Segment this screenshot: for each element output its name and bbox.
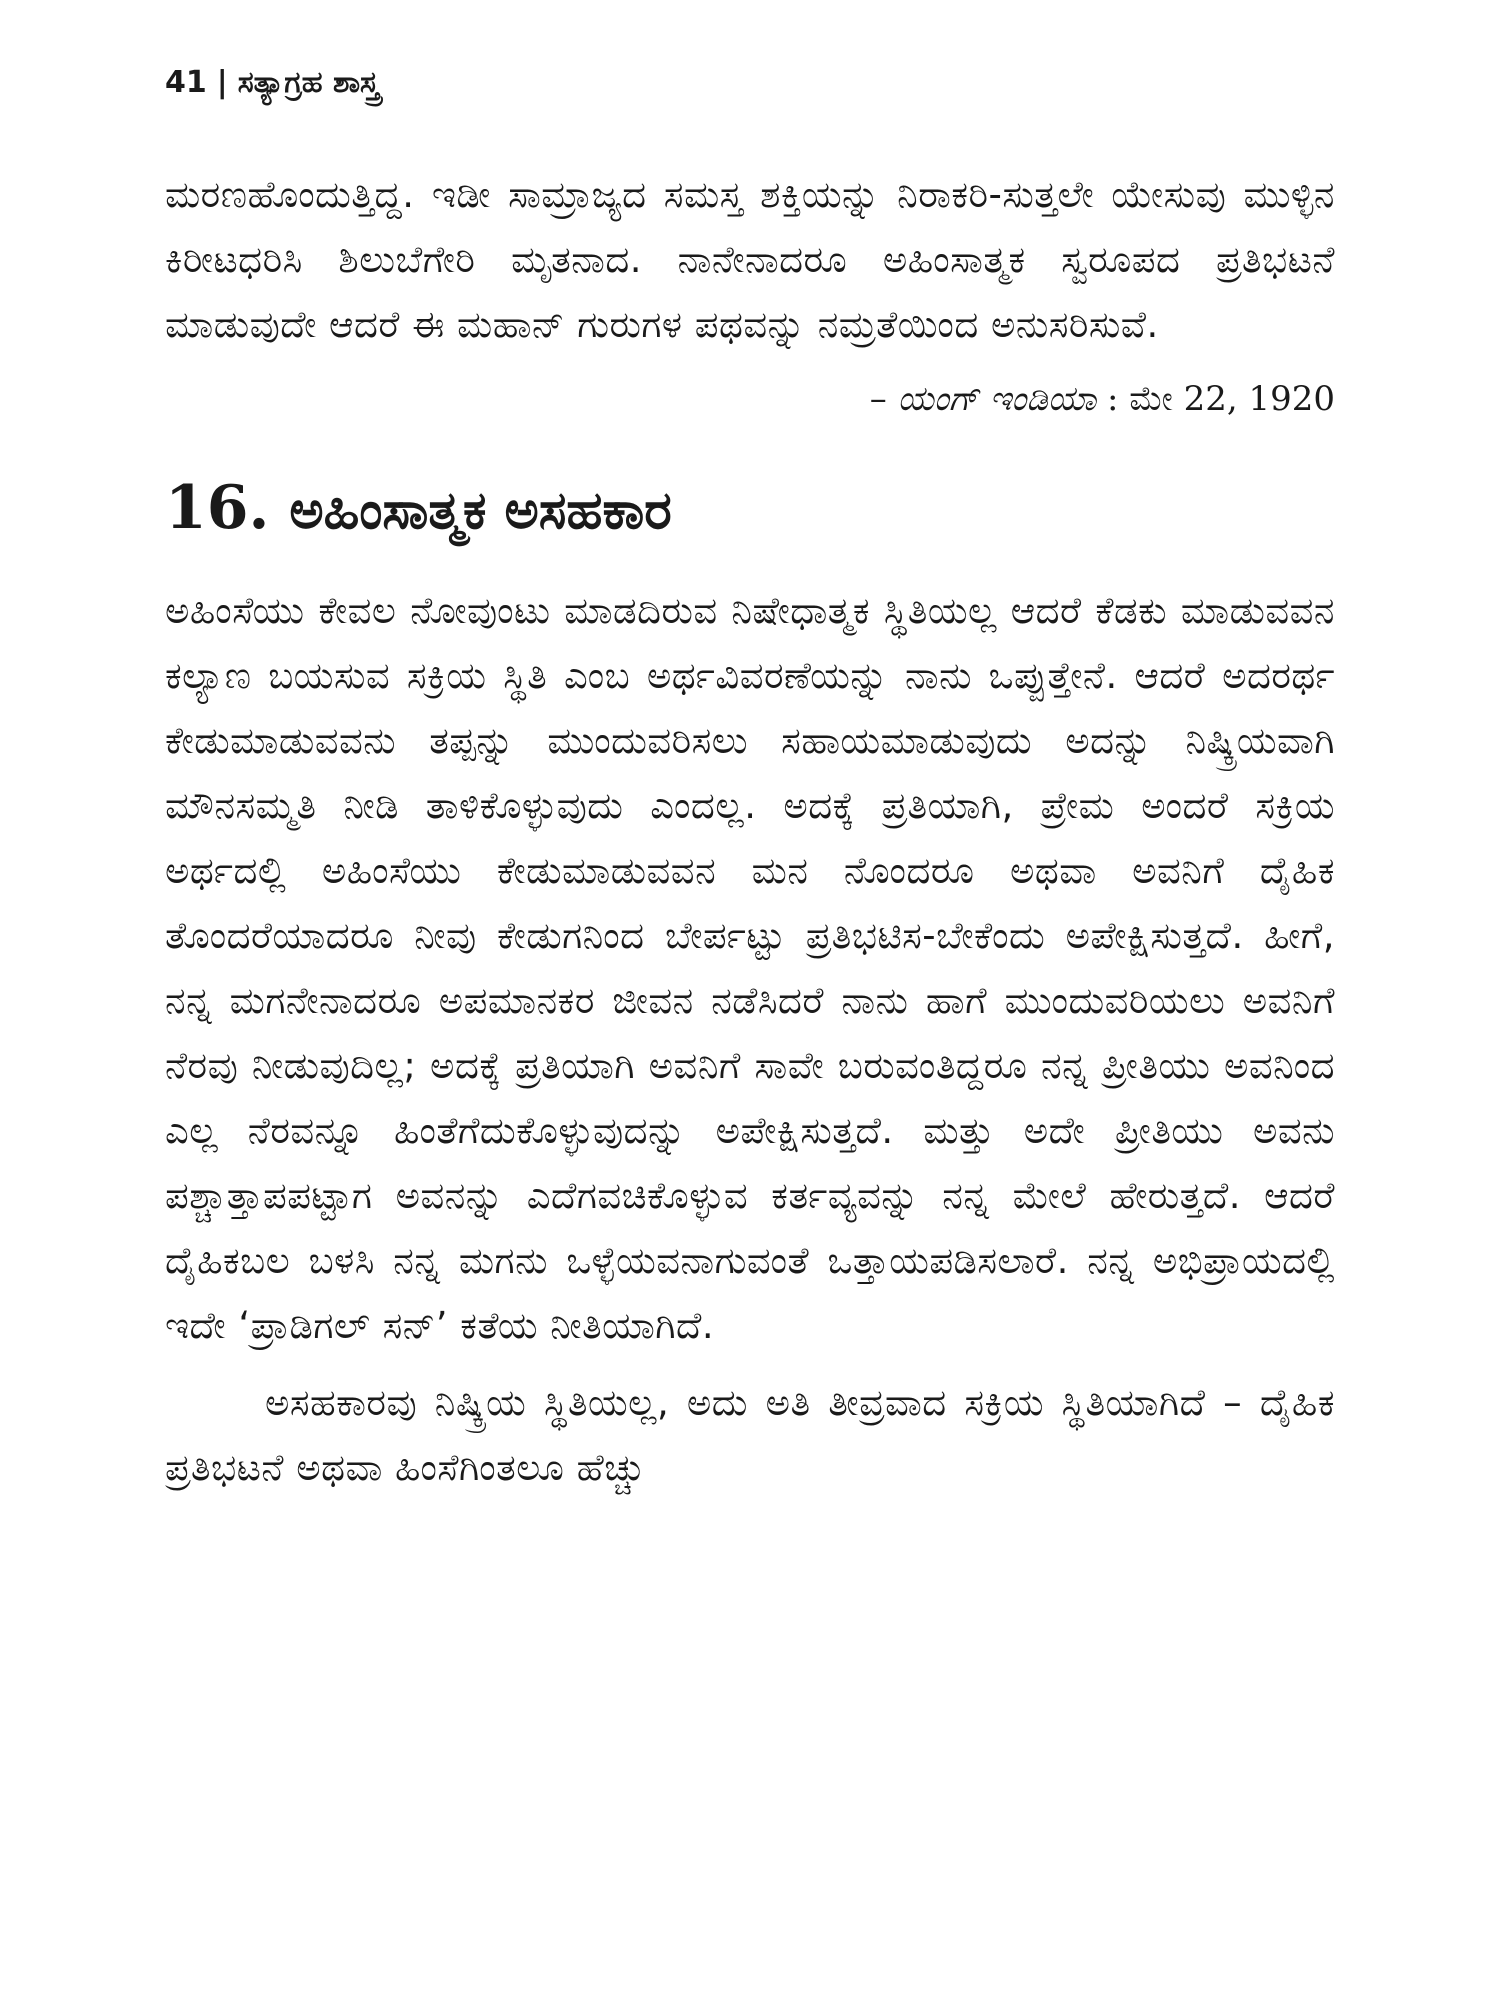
citation-date: : ಮೇ 22, 1920 <box>1107 379 1335 419</box>
paragraph-2: ಅಹಿಂಸೆಯು ಕೇವಲ ನೋವುಂಟು ಮಾಡದಿರುವ ನಿಷೇಧಾತ್ಮಕ ಸ್ಥಿತಿಯಲ್ಲ ಆದರೆ ಕೆಡಕು ಮಾಡುವವನ ಕಲ್ಯಾಣ ಬಯಸುವ ಸಕ್ರಿಯ ಸ್ಥಿತಿ ಎಂಬ ಅರ್ಥವಿವರಣೆಯನ್ನು ನಾನು ಒಪ್ಪುತ್ತೇನೆ. ಆದರೆ ಅದರರ್ಥ ಕೇಡುಮಾಡುವವನು ತಪ್ಪನ್ನು ಮುಂದುವರಿಸಲು ಸಹಾಯಮಾಡುವುದು ಅದನ್ನು ನಿಷ್ಕ್ರಿಯವಾಗಿ ಮೌನಸಮ್ಮತಿ ನೀಡಿ ತಾಳಿಕೊಳ್ಳುವುದು ಎಂದಲ್ಲ. ಅದಕ್ಕೆ ಪ್ರತಿಯಾಗಿ, ಪ್ರೇಮ ಅಂದರೆ ಸಕ್ರಿಯ ಅರ್ಥದಲ್ಲಿ ಅಹಿಂಸೆಯು ಕೇಡುಮಾಡುವವನ ಮನ ನೊಂದರೂ ಅಥವಾ ಅವನಿಗೆ ದೈಹಿಕ ತೊಂದರೆಯಾದರೂ ನೀವು ಕೇಡುಗನಿಂದ ಬೇರ್ಪಟ್ಟು ಪ್ರತಿಭಟಿಸ-ಬೇಕೆಂದು ಅಪೇಕ್ಷಿಸುತ್ತದೆ. ಹೀಗೆ, ನನ್ನ ಮಗನೇನಾದರೂ ಅಪಮಾನಕರ ಜೀವನ ನಡೆಸಿದರೆ ನಾನು ಹಾಗೆ ಮುಂದುವರಿಯಲು ಅವನಿಗೆ ನೆರವು ನೀಡುವುದಿಲ್ಲ; ಅದಕ್ಕೆ ಪ್ರತಿಯಾಗಿ ಅವನಿಗೆ ಸಾವೇ ಬರುವಂತಿದ್ದರೂ ನನ್ನ ಪ್ರೀತಿಯು ಅವನಿಂದ ಎಲ್ಲ ನೆರವನ್ನೂ ಹಿಂತೆಗೆದುಕೊಳ್ಳುವುದನ್ನು ಅಪೇಕ್ಷಿಸುತ್ತದೆ. ಮತ್ತು ಅದೇ ಪ್ರೀತಿಯು ಅವನು ಪಶ್ಚಾತ್ತಾಪಪಟ್ಟಾಗ ಅವನನ್ನು ಎದೆಗವಚಿಕೊಳ್ಳುವ ಕರ್ತವ್ಯವನ್ನು ನನ್ನ ಮೇಲೆ ಹೇರುತ್ತದೆ. ಆದರೆ ದೈಹಿಕಬಲ ಬಳಸಿ ನನ್ನ ಮಗನು ಒಳ್ಳೆಯವನಾಗುವಂತೆ ಒತ್ತಾಯಪಡಿಸಲಾರೆ. ನನ್ನ ಅಭಿಪ್ರಾಯದಲ್ಲಿ ಇದೇ ‘ಪ್ರಾಡಿಗಲ್ ಸನ್’ ಕತೆಯ ನೀತಿಯಾಗಿದೆ. <box>165 589 1335 1347</box>
running-header <box>165 58 1335 108</box>
citation-source: ಯಂಗ್ ಇಂಡಿಯಾ <box>897 379 1097 419</box>
paragraph-1: ಮರಣಹೊಂದುತ್ತಿದ್ದ. ಇಡೀ ಸಾಮ್ರಾಜ್ಯದ ಸಮಸ್ತ ಶಕ್ತಿಯನ್ನು ನಿರಾಕರಿ-ಸುತ್ತಲೇ ಯೇಸುವು ಮುಳ್ಳಿನ ಕಿರೀಟಧರಿಸಿ ಶಿಲುಬೆಗೇರಿ ಮೃತನಾದ. ನಾನೇನಾದರೂ ಅಹಿಂಸಾತ್ಮಕ ಸ್ವರೂಪದ ಪ್ರತಿಭಟನೆ ಮಾಡುವುದೇ ಆದರೆ ಈ ಮಹಾನ್ ಗುರುಗಳ ಪಥವನ್ನು ನಮ್ರತೆಯಿಂದ ಅನುಸರಿಸುವೆ. <box>165 173 1335 346</box>
book-page <box>165 58 1335 1500</box>
chapter-number: 16. <box>165 473 270 543</box>
chapter-heading <box>165 463 1335 556</box>
paragraph-3: ಅಸಹಕಾರವು ನಿಷ್ಕ್ರಿಯ ಸ್ಥಿತಿಯಲ್ಲ, ಅದು ಅತಿ ತೀವ್ರವಾದ ಸಕ್ರಿಯ ಸ್ಥಿತಿಯಾಗಿದೆ – ದೈಹಿಕ ಪ್ರತಿಭಟನೆ ಅಥವಾ ಹಿಂಸೆಗಿಂತಲೂ ಹೆಚ್ಚು <box>165 1381 1335 1489</box>
book-title: ಸತ್ಯಾಗ್ರಹ ಶಾಸ್ತ್ರ <box>237 65 380 100</box>
header-separator: | <box>216 65 228 100</box>
chapter-title: ಅಹಿಂಸಾತ್ಮಕ ಅಸಹಕಾರ <box>289 481 672 541</box>
citation-dash: – <box>869 379 887 419</box>
page-number: 41 <box>165 65 207 100</box>
citation <box>165 369 1335 429</box>
